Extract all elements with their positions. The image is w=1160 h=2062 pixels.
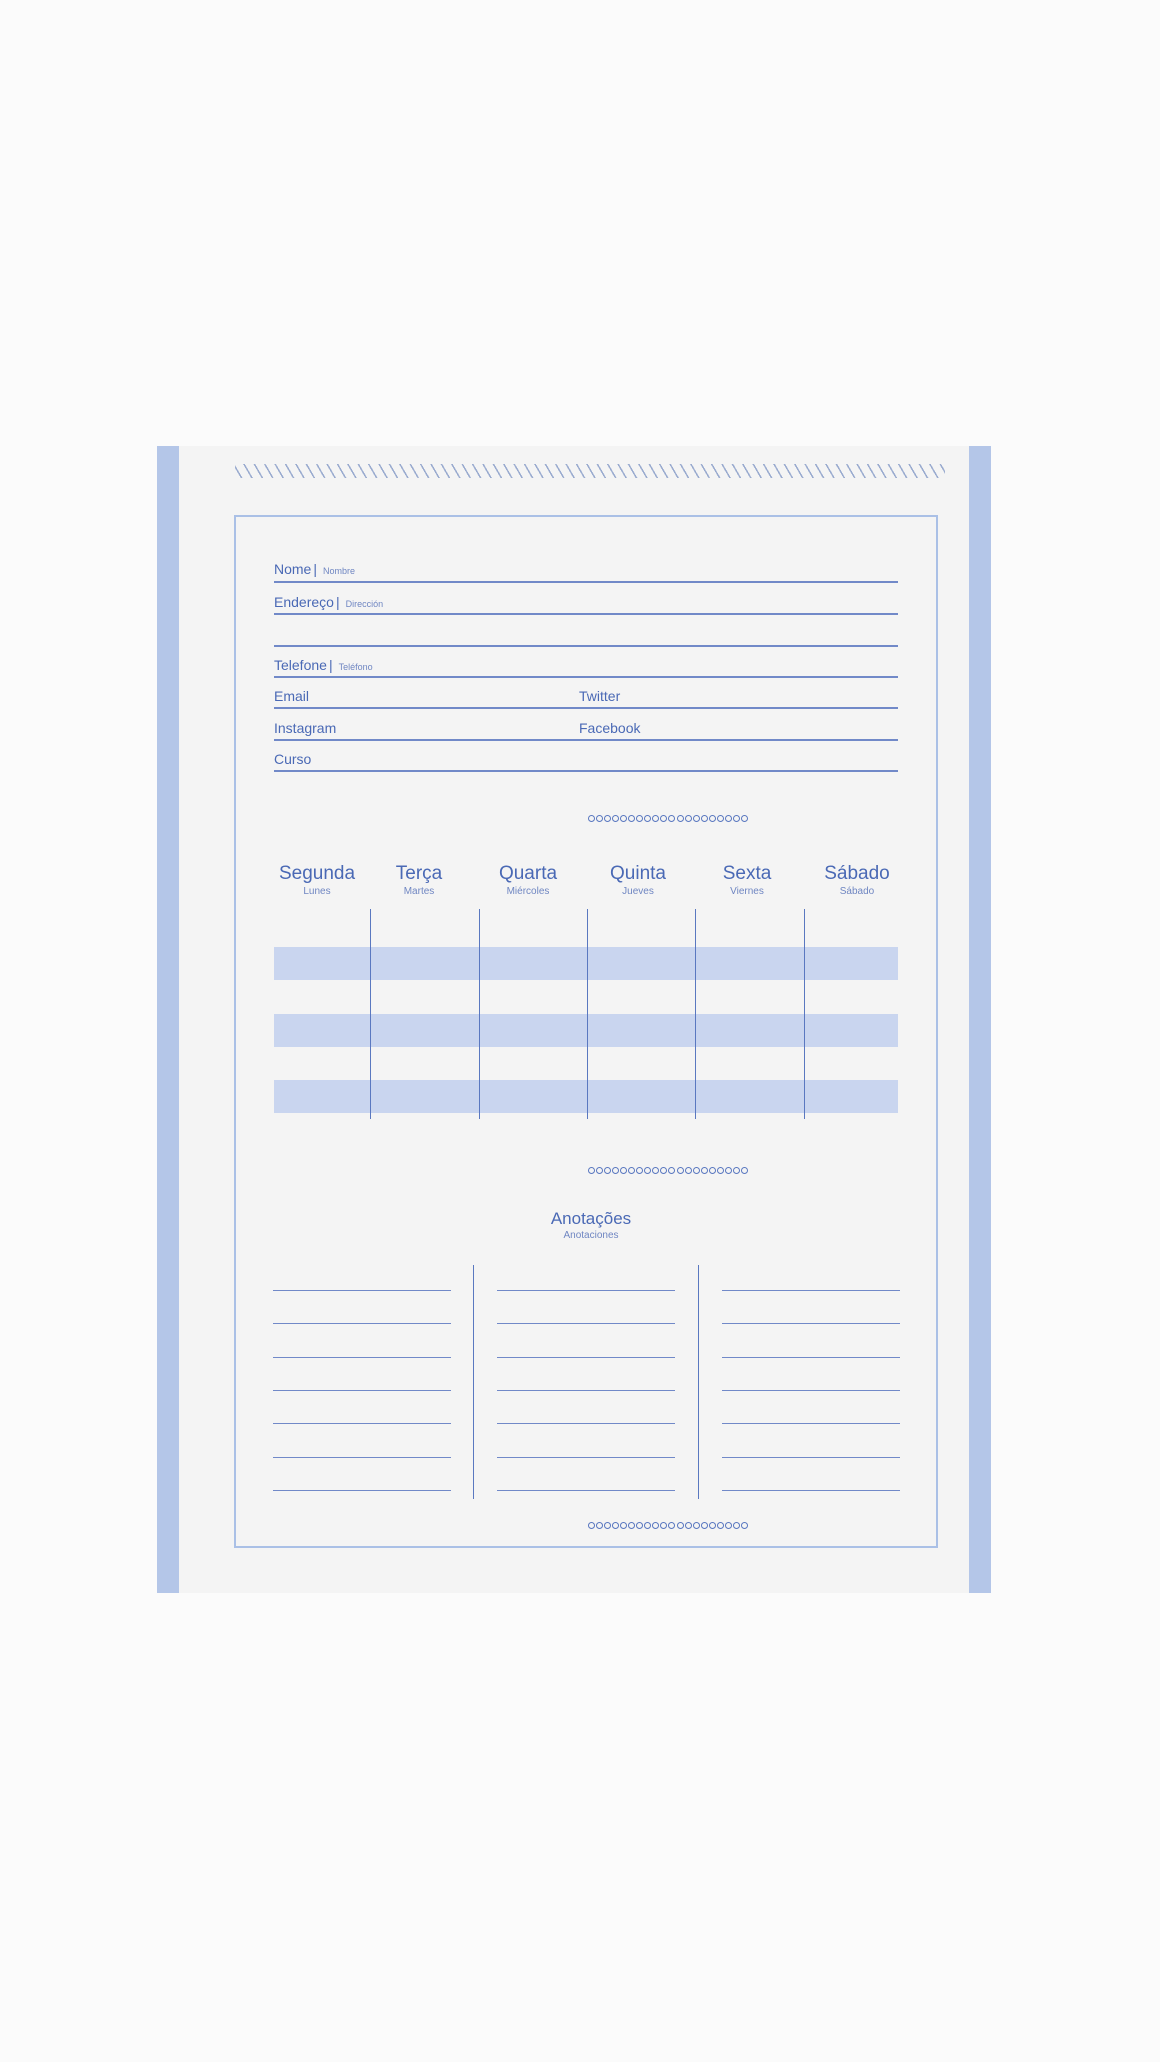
note-line[interactable] xyxy=(497,1490,675,1491)
note-line[interactable] xyxy=(273,1290,451,1291)
day-sub: Viernes xyxy=(730,886,764,897)
field-curso-line[interactable] xyxy=(274,770,898,772)
day-name: Terça xyxy=(395,863,443,884)
note-line[interactable] xyxy=(722,1423,900,1424)
field-instagram-facebook-line[interactable] xyxy=(274,739,898,741)
dots-divider xyxy=(588,815,748,825)
hatch-pattern-border xyxy=(235,464,945,478)
note-line[interactable] xyxy=(497,1457,675,1458)
schedule-divider xyxy=(695,909,696,1119)
schedule-divider xyxy=(479,909,480,1119)
field-email-label: Email xyxy=(274,688,310,704)
note-line[interactable] xyxy=(497,1423,675,1424)
field-sub-text: Nombre xyxy=(323,566,356,576)
note-line[interactable] xyxy=(497,1323,675,1324)
notes-heading xyxy=(541,1209,641,1243)
field-sub-text: Teléfono xyxy=(338,662,373,672)
note-line[interactable] xyxy=(722,1290,900,1291)
day-name: Sábado xyxy=(824,863,890,884)
field-endereco-line[interactable] xyxy=(274,613,898,615)
day-name: Sexta xyxy=(722,863,772,884)
separator: | xyxy=(335,594,340,610)
field-label-text: Endereço xyxy=(274,594,334,610)
dots-divider xyxy=(588,1167,748,1177)
field-twitter-label: Twitter xyxy=(579,688,621,704)
field-nome-line[interactable] xyxy=(274,581,898,583)
field-label-text: Telefone xyxy=(274,657,327,673)
separator: | xyxy=(328,657,333,673)
field-curso-label: Curso xyxy=(274,751,312,767)
notes-subtitle: Anotaciones xyxy=(563,1230,619,1241)
right-color-strip xyxy=(969,446,991,1593)
field-email-twitter-line[interactable] xyxy=(274,707,898,709)
schedule-divider xyxy=(804,909,805,1119)
planner-sheet xyxy=(157,446,991,1593)
field-endereco-label xyxy=(274,594,383,610)
day-sub: Sábado xyxy=(839,886,875,897)
day-sub: Martes xyxy=(403,886,435,897)
day-sexta xyxy=(704,863,790,899)
dots-divider xyxy=(588,1522,748,1532)
note-line[interactable] xyxy=(273,1457,451,1458)
note-line[interactable] xyxy=(722,1390,900,1391)
notes-title: Anotações xyxy=(550,1209,632,1228)
field-sub-text: Dirección xyxy=(345,599,384,609)
schedule-divider xyxy=(587,909,588,1119)
day-quarta xyxy=(485,863,571,899)
day-sub: Lunes xyxy=(303,886,331,897)
field-facebook-label: Facebook xyxy=(579,720,641,736)
note-line[interactable] xyxy=(273,1390,451,1391)
notes-divider xyxy=(698,1265,699,1499)
field-telefone-label xyxy=(274,657,373,673)
day-name: Segunda xyxy=(278,863,356,884)
note-line[interactable] xyxy=(497,1357,675,1358)
note-line[interactable] xyxy=(273,1357,451,1358)
field-label-text: Nome xyxy=(274,561,312,577)
page-frame xyxy=(234,515,938,1548)
left-color-strip xyxy=(157,446,179,1593)
notes-divider xyxy=(473,1265,474,1499)
note-line[interactable] xyxy=(273,1423,451,1424)
schedule-divider xyxy=(370,909,371,1119)
note-line[interactable] xyxy=(722,1490,900,1491)
note-line[interactable] xyxy=(722,1357,900,1358)
field-nome-label xyxy=(274,561,355,577)
day-sub: Miércoles xyxy=(506,886,550,897)
day-name: Quinta xyxy=(610,863,666,884)
day-sub: Jueves xyxy=(622,886,654,897)
field-instagram-label: Instagram xyxy=(274,720,337,736)
day-quinta xyxy=(595,863,681,899)
separator: | xyxy=(313,561,317,577)
day-terca xyxy=(376,863,462,899)
note-line[interactable] xyxy=(722,1457,900,1458)
note-line[interactable] xyxy=(273,1490,451,1491)
note-line[interactable] xyxy=(273,1323,451,1324)
note-line[interactable] xyxy=(722,1323,900,1324)
field-telefone-line[interactable] xyxy=(274,676,898,678)
note-line[interactable] xyxy=(497,1390,675,1391)
day-sabado xyxy=(814,863,900,899)
field-endereco-line-2[interactable] xyxy=(274,645,898,647)
note-line[interactable] xyxy=(497,1290,675,1291)
day-name: Quarta xyxy=(498,863,558,884)
day-segunda xyxy=(274,863,360,899)
